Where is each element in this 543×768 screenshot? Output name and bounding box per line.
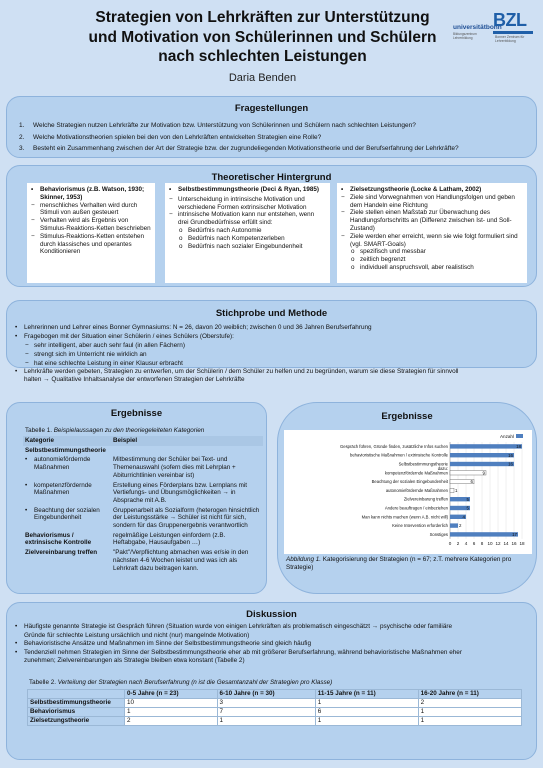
table-row: Behaviorismus 1 7 6 1 xyxy=(28,708,522,717)
theorie-heading: Theoretischer Hintergrund xyxy=(211,172,332,183)
category-label: Zielvereinbarung treffen xyxy=(403,496,448,502)
logos xyxy=(453,10,533,44)
x-tick-label: 0 xyxy=(448,540,452,546)
category-label: Sonstiges xyxy=(429,531,448,537)
bzl-logo-subtitle: Bonner Zentrum für Lehrerbildung xyxy=(495,35,525,43)
category-sublabel: dazu: xyxy=(437,466,448,471)
bar-value-label: 6 xyxy=(470,479,473,485)
category-label: Keine Intervention erforderlich xyxy=(392,523,448,529)
bar xyxy=(450,523,458,527)
col-header-kategorie: Kategorie xyxy=(23,436,111,446)
table-row: Selbstbestimmungstheorie 10 3 1 2 xyxy=(28,699,522,708)
list-item: − Unterscheidung in intrinsische Motivation und verschiedene Formen extrinsischer Motivation xyxy=(169,195,307,211)
table-row: • kompetenzfördernde Maßnahmen Erstellung eines Förderplans bzw. Lernplans mit Vertiefungs- und Übungsmöglichkeiten → in Absprache mit A.B. xyxy=(25,481,248,504)
list-item: − intrinsische Motivation kann nur entstehen, wenn drei Grundbedürfnisse erfüllt sind: xyxy=(169,211,315,227)
sub-item: o Bedürfnis nach Kompetenzerleben xyxy=(179,234,285,242)
theorie-col-selbstbestimmung: • Selbstbestimmungstheorie (Deci & Ryan, 1985) − Unterscheidung in intrinsische Motivation und verschiedene Formen extrinsischer Motivation − intrinsische Motivation kann nur entstehen, wenn drei Grundbedürfnisse erfüllt sind: o Bedürfnis nach Autonomie o Bedürfnis nach Kompetenzerleben o Bedürfnis nach sozialer Eingebundenheit xyxy=(165,183,330,283)
x-tick-label: 16 xyxy=(511,540,517,546)
bar xyxy=(450,462,514,466)
ergebnisse-heading-right: Ergebnisse xyxy=(381,411,433,422)
sub-item: o individuell anspruchsvoll, aber realistisch xyxy=(351,263,474,271)
sub-item: o spezifisch und messbar xyxy=(351,248,426,256)
list-item: − Ziele werden eher erreicht, wenn sie wie folgt formuliert sind (vgl. SMART-Goals) xyxy=(341,232,518,248)
x-tick-label: 14 xyxy=(503,540,509,546)
selbstbestimmung-title: Selbstbestimmungstheorie (Deci & Ryan, 1985) xyxy=(178,186,320,193)
title-line-1: Strategien von Lehrkräften zur Unterstützung xyxy=(95,9,430,26)
research-question: 1. Welche Strategien nutzen Lehrkräfte zur Motivation bzw. Unterstützung von Schülerinnen und Schülern nach schlechten Leistungen? xyxy=(19,122,416,129)
bar xyxy=(450,532,518,536)
bar-value-label: 17 xyxy=(512,532,517,537)
theorie-panel xyxy=(6,165,537,287)
x-tick-label: 4 xyxy=(464,540,468,546)
author-name: Daria Benden xyxy=(228,72,297,84)
list-item: − Stimulus-Reaktions-Ketten entstehen durch klassisches und operantes Konditionieren xyxy=(31,232,144,256)
bar-value-label: 1 xyxy=(455,488,458,493)
group-label-selbstbestimmung: Selbstbestimmungstheorie xyxy=(25,446,106,454)
sub-item: − sehr intelligent, aber auch sehr faul (in allen Fächern) xyxy=(25,342,185,349)
col-header: 16-20 Jahre (n = 11) xyxy=(418,690,521,699)
sub-item: o zeitlich begrenzt xyxy=(351,256,406,264)
table-row: • Beachtung der sozialen Eingebundenheit Gruppenarbeit als Sozialform (heterogen hinsichtlich der Leistungsstärke → Schüler ist nicht für sich, sondern für das Gruppenergebnis verantwortlich xyxy=(25,506,260,530)
bar xyxy=(450,453,514,457)
chart-area xyxy=(284,430,532,554)
sub-item: o Bedürfnis nach sozialer Eingebundenheit xyxy=(179,242,303,250)
theorie-col-zielsetzung: • Zielsetzungstheorie (Locke & Latham, 2002) − Ziele sind Vorwegnahmen von Handlungsfolgen und geben dem Handeln eine Richtung − Ziele stellen einen Maßstab zur Überwachung des Handlungsfortschritts an (Differenz zwischen Ist- und Soll-Zustand) − Ziele werden eher erreicht, wenn sie wie folgt formuliert sind (vgl. SMART-Goals) o spezifisch und messbar o zeitlich begrenzt o individuell anspruchsvoll, aber realistisch xyxy=(337,183,527,283)
diskussion-panel xyxy=(6,602,537,760)
col-header-beispiel: Beispiel xyxy=(111,436,263,446)
bar-value-label: 4 xyxy=(462,514,465,520)
x-tick-label: 12 xyxy=(495,540,501,546)
fragestellungen-heading: Fragestellungen xyxy=(234,103,309,114)
title-line-3: nach schlechten Leistungen xyxy=(158,48,367,65)
university-logo-subtitle: Bildungszentrum Lehrerbildung xyxy=(453,32,477,40)
table-row: • autonomiefördernde Maßnahmen Mitbestimmung der Schüler bei Text- und Themenauswahl (sofern dies mit Lehrplan + Abiturrichtlinien vereinbar ist) xyxy=(25,456,236,479)
list-item: • Lehrerinnen und Lehrer eines Bonner Gymnasiums: N = 26, davon 20 weiblich; zwischen 0 und 36 Jahren Berufserfahrung xyxy=(15,324,372,331)
list-item: • Häufigste genannte Strategie ist Gespräch führen (Situation wurde von einigen Lehrkräften als problematisch eingeschätzt → psychische oder familiäre Gründe für schlechte Leistung ursächlich und nicht (nur) mangelnde Motivation) xyxy=(15,623,453,639)
theorie-col-behaviorismus: • Behaviorismus (z.B. Watson, 1930; Skinner, 1953) − menschliches Verhalten wird durch Stimuli von außen gesteuert − Verhalten wird als Ergebnis von Stimulus-Reaktions-Ketten beschrieben − Stimulus-Reaktions-Ketten entstehen durch klassisches und operantes Konditionieren xyxy=(27,183,155,283)
list-item: • Tendenziell nehmen Strategien im Sinne der Selbstbestimmungstheorie eher ab mit größerer Berufserfahrung, während behavioristische Maßnahmen eher zunehmen; Zielvereinbarungen als Strategie bleiben etwa konstant (Tabelle 2) xyxy=(15,648,462,664)
ergebnisse-chart-panel xyxy=(277,402,537,594)
x-tick-label: 18 xyxy=(519,540,525,546)
list-item: • Behavioristische Ansätze und Maßnahmen im Sinne der Selbstbestimmungstheorie sind gleich häufig xyxy=(15,640,312,647)
x-tick-label: 2 xyxy=(456,540,460,546)
fragestellungen-panel xyxy=(6,96,537,158)
col-header: 0-5 Jahre (n = 23) xyxy=(125,690,218,699)
bar-value-label: 5 xyxy=(466,505,469,511)
stichprobe-panel xyxy=(6,300,537,383)
tabelle-1 xyxy=(23,436,263,573)
category-label: Selbstbestimmungstheorie xyxy=(398,461,448,467)
bzl-logo: BZL xyxy=(493,10,527,30)
sub-item: o Bedürfnis nach Autonomie xyxy=(179,226,262,234)
list-item: • Fragebogen mit der Situation einer Schülerin / eines Schülers (Oberstufe): xyxy=(15,333,234,340)
x-tick-label: 8 xyxy=(480,540,484,546)
table-row: Zielsetzungstheorie 2 1 1 1 xyxy=(28,717,522,726)
stichprobe-body xyxy=(15,323,530,384)
ergebnisse-heading-left: Ergebnisse xyxy=(110,408,163,419)
bar-value-label: 9 xyxy=(482,470,485,476)
table-row: Behaviorismus / extrinsische Kontrolle regelmäßige Leistungen einfordern (z.B. Heftabgabe, Hausaufgaben …) xyxy=(25,531,226,547)
behaviorismus-title: Behaviorismus (z.B. Watson, 1930; Skinner, 1953) xyxy=(40,186,145,201)
diskussion-heading: Diskussion xyxy=(246,609,297,620)
category-label: Beachtung der sozialen Eingebundenheit xyxy=(371,479,448,485)
stichprobe-heading: Stichprobe und Methode xyxy=(215,308,328,319)
x-tick-label: 10 xyxy=(487,540,493,546)
tabelle-2 xyxy=(27,689,522,726)
abbildung-1-caption: Abbildung 1. Kategorisierung der Strategien (n = 67; z.T. mehrere Kategorien pro Strategie) xyxy=(286,556,512,571)
poster-title xyxy=(60,8,465,67)
bar xyxy=(450,471,486,475)
diskussion-body xyxy=(15,623,530,666)
list-item: • Lehrkräfte werden gebeten, Strategien zu entwerfen, um der Schülerin / dem Schüler zu helfen und zu begründen, warum sie diese Strategien für sinnvoll halten → Qualitative Inhaltsanalyse der entworfenen Strategien der Lehrkräfte xyxy=(15,368,459,383)
x-tick-label: 6 xyxy=(472,540,476,546)
research-question: 2. Welche Motivationstheorien spielen bei den von den Lehrkräften entwickelten Strategien eine Rolle? xyxy=(19,133,322,141)
category-label: kompetenzfördernde Maßnahmen xyxy=(384,470,448,476)
research-questions-list xyxy=(19,120,531,155)
zielsetzung-title: Zielsetzungstheorie (Locke & Latham, 2002) xyxy=(350,186,482,193)
bar-value-label: 2 xyxy=(459,523,462,529)
category-label: Man kann nichts machen (wenn A.B. nicht will) xyxy=(361,514,448,520)
chart-legend: Anzahl xyxy=(499,434,514,439)
category-label: Gespräch führen, Gründe finden, zusätzliche Infos suchen xyxy=(339,443,448,449)
list-item: − Ziele stellen einen Maßstab zur Überwachung des Handlungsfortschritts an (Differenz zwischen Ist- und Soll-Zustand) xyxy=(341,209,512,232)
table-row: Zielvereinbarung treffen "Pakt"/Verpflichtung abmachen was er/sie in den nächsten 4-6 Wochen leistet und was ich als Lehrkraft dazu beitragen kann. xyxy=(25,549,249,572)
research-question: 3. Besteht ein Zusammenhang zwischen der Art der Strategie bzw. der zugrundeliegenden Motivationstheorie und der Berufserfahrung der Lehrkräfte? xyxy=(19,145,459,152)
university-logo: universitätbonn xyxy=(453,24,502,31)
sub-item: − hat eine schlechte Leistung in einer Klausur erbracht xyxy=(25,360,183,367)
sub-item: − strengt sich im Unterricht nie wirklich an xyxy=(25,351,147,358)
bzl-logo-bar xyxy=(493,31,533,34)
list-item: − Verhalten wird als Ergebnis von Stimulus-Reaktions-Ketten beschrieben xyxy=(31,217,151,232)
tabelle-1-caption: Tabelle 1. Beispielaussagen zu den theoriegeleiteten Kategorien xyxy=(25,427,205,434)
bar xyxy=(450,488,454,492)
legend-swatch xyxy=(516,434,523,438)
bar xyxy=(450,444,522,448)
col-header: 6-10 Jahre (n = 30) xyxy=(217,690,315,699)
title-line-2: und Motivation von Schülerinnen und Schülern xyxy=(88,28,437,46)
bar-chart xyxy=(284,430,532,554)
list-item: − Ziele sind Vorwegnahmen von Handlungsfolgen und geben dem Handeln eine Richtung xyxy=(341,193,515,209)
list-item: − menschliches Verhalten wird durch Stimuli von außen gesteuert xyxy=(31,201,138,217)
category-label: autonomiefördernde Maßnahmen xyxy=(385,487,448,493)
bar-value-label: 16 xyxy=(508,461,513,467)
bar-value-label: 16 xyxy=(508,452,513,458)
tabelle-2-caption: Tabelle 2. Verteilung der Strategien nach Berufserfahrung (n ist die Gesamtanzahl der Strategien pro Klasse) xyxy=(29,679,333,686)
bar-value-label: 18 xyxy=(516,444,521,449)
category-label: behavioristische Maßnahmen / extrinsische Kontrolle xyxy=(350,452,448,458)
category-label: Andere beauftragen / einbeziehen xyxy=(384,505,448,511)
ergebnisse-table-panel xyxy=(6,402,267,594)
bar-value-label: 5 xyxy=(466,496,469,502)
col-header: 11-15 Jahre (n = 11) xyxy=(315,690,418,699)
